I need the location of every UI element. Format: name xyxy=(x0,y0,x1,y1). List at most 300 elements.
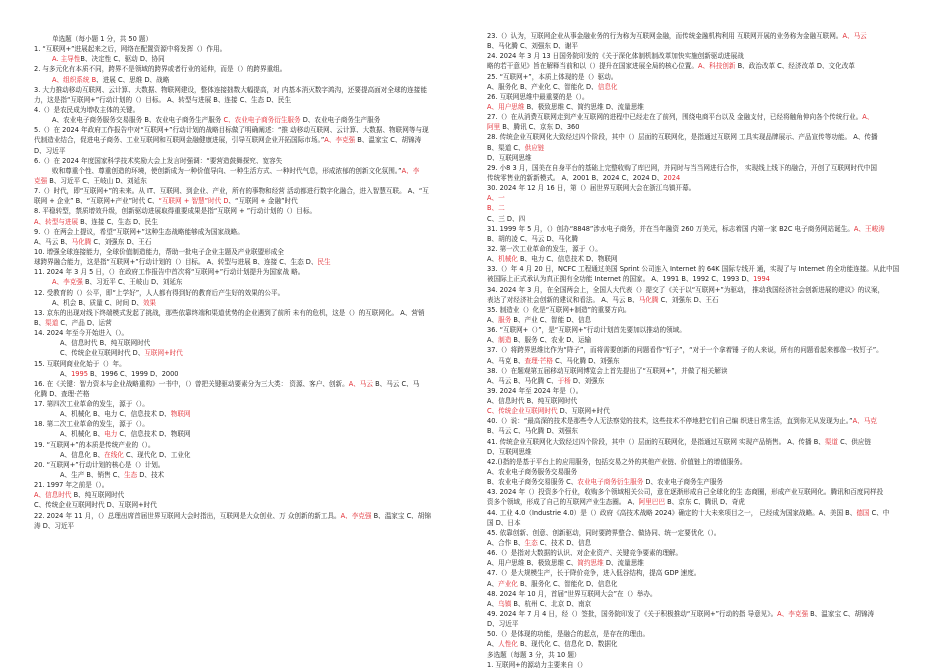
text-line xyxy=(34,125,462,135)
text-line xyxy=(487,538,917,548)
text-line xyxy=(487,518,917,528)
text-run: B、温家宝 C、胡锦涛 xyxy=(808,610,875,619)
text-line xyxy=(34,318,462,328)
answer-highlight: 阿里巴巴 xyxy=(638,498,666,507)
answer-highlight: 克强 xyxy=(34,176,48,185)
text-run: C、信息技术 D、物联网 xyxy=(117,430,191,439)
text-run: 8. 平稳转型，禁质增效升级，创新驱动进展取得重要成果是指“互联网 + ”行动计划的（）目标。 xyxy=(34,207,317,216)
text-run: B、马化腾 C、刘强东 D、谢平 xyxy=(487,42,578,51)
text-run: 联网 + 企业” B、“互联网+产业”时代 C、 xyxy=(34,197,159,206)
text-line xyxy=(487,173,917,183)
text-line xyxy=(34,237,462,247)
text-run: 6.（）在 2024 年度国家科学技术奖励大会上发言时强调：“要营造鼓舞探究、宽容失 xyxy=(34,156,283,165)
text-run: B、习近平 C、王岐山 D、刘延东 xyxy=(47,176,147,185)
text-run: B、杭州 C、北京 D、南京 xyxy=(511,599,592,608)
text-run: C、产品 D、运营 xyxy=(58,318,112,327)
text-run: B、纯互联网时代 xyxy=(71,491,125,500)
text-line xyxy=(487,203,917,213)
answer-highlight: 在线化 xyxy=(104,450,124,459)
answer-highlight: 信息化 xyxy=(597,82,618,91)
text-line xyxy=(487,153,917,163)
text-line xyxy=(34,348,462,358)
text-run: 、“互联网 + 金融”时代 xyxy=(228,197,298,206)
text-run: 3. 大力推动移动互联网、云计算、大数据、物联网建设，整体连接拙数大幅提高，对 内基本消灭数字鸿沟，还要提高面对全球的连接能 xyxy=(34,85,427,94)
text-line xyxy=(487,579,917,589)
text-line xyxy=(487,508,917,518)
text-run: 38.（）在题观第五届移动互联网博览会上首先提出了“互联网+”，并做了相关解读 xyxy=(487,366,728,375)
text-run: B、极致思维 C、简约思维 D、流量思维 xyxy=(524,102,644,111)
text-line xyxy=(34,64,462,74)
text-run: 39. 2024 年至 2024 年是（）。 xyxy=(487,386,583,395)
text-run: 12. 受教育的（）公平，即“上学好”，人人都有得到好的教育后产生好的效果的公平。 xyxy=(34,288,285,297)
answer-highlight: “互联网 + 智慧”时代 D xyxy=(158,197,229,206)
text-line xyxy=(34,480,462,490)
text-run: 48. 2024 年 10 月，首届“世界互联网大会”在（）举办。 xyxy=(487,589,657,598)
text-run: 涛 D、习近平 xyxy=(34,521,75,530)
text-line xyxy=(487,589,917,599)
text-run: D、互联网+时代 xyxy=(557,407,610,416)
text-run: 22. 2024 年 11 月，（）总理出席首届世界互联网大会时指出，互联网是大众创业、万 众创新的新工具。 xyxy=(34,511,341,520)
text-line xyxy=(34,85,462,95)
text-line xyxy=(487,183,917,193)
answer-highlight: 供应链 xyxy=(524,143,545,152)
text-line xyxy=(487,650,917,660)
answer-highlight: C、传统企业互联网时代 xyxy=(487,407,558,416)
text-run: 资多个领域，形成了自己的互联网产业生态圈。 A、 xyxy=(487,498,639,507)
text-run: 23.（）认为，互联网企业从事金融业务的行为称为互联网金融，而传统金融机构利用 互联网开展的业务称为金融互联网。 xyxy=(487,32,843,40)
text-line xyxy=(487,214,917,224)
text-run: C、马化腾 D、刘强东 xyxy=(553,356,620,365)
text-run: 1. “互联网+”进展起来之后，网络在配置资源中将发挥（）作用。 xyxy=(34,45,227,54)
text-line xyxy=(34,359,462,369)
text-line xyxy=(34,166,462,176)
text-line xyxy=(487,376,917,386)
text-run: A、 xyxy=(60,369,72,378)
answer-highlight: 马化腾 xyxy=(71,237,92,246)
text-run: 7.（）时代，即“互联网+”的未来。从 IT、互联网、到企业、产业，所有的事物和经营 活动都进行数字化融合，进入智慧互联。 A、“互 xyxy=(34,187,429,196)
answer-highlight: 互联网+时代 xyxy=(144,349,183,358)
text-line xyxy=(487,254,917,264)
text-run: B、胡的凌 C、马云 D、马化腾 xyxy=(487,234,578,243)
text-run: 11. 2024 年 3 月 5 日，（）在政府工作报告中首次将“互联网+”行动计划提升为国家战 略。 xyxy=(34,268,305,277)
text-line xyxy=(487,193,917,203)
text-line xyxy=(34,511,462,521)
text-line xyxy=(34,115,462,125)
text-run: B、决定性 C、驱动 D、协同 xyxy=(80,55,165,64)
answer-highlight: A、组织系统 B xyxy=(52,75,97,84)
answer-highlight: 效果 xyxy=(142,298,157,307)
text-run: 20. “互联网+”行动计划的核心是（）计划。 xyxy=(34,460,165,469)
text-line xyxy=(487,132,917,142)
text-line xyxy=(34,267,462,277)
text-line xyxy=(487,72,917,82)
answer-highlight: 于杨 xyxy=(557,376,571,385)
text-line xyxy=(34,146,462,156)
text-run: B、习近平 C、王岐山 D、刘延东 xyxy=(82,278,183,287)
text-line xyxy=(487,639,917,649)
answer-highlight: 渠道 xyxy=(45,318,59,327)
text-line xyxy=(34,308,462,318)
text-line xyxy=(487,477,917,487)
left-column xyxy=(34,34,462,531)
text-line xyxy=(487,315,917,325)
text-run: 2. 与多元化有本质不同，跨界不是领域的跨界或者行业的延伸，而是（）的跨界重组。 xyxy=(34,65,287,74)
text-run: A、马云 B、马化腾 C、 xyxy=(487,376,558,385)
text-run: 34. 2024 年 3 月，在全国两会上，全国人大代表（）提交了《关于以“互联网+”为驱动， 推动我国经济社会创新进展的建议》的议案， xyxy=(487,285,885,294)
text-run: 24. 2024 年 3 月 13 日国务院印发的《关于深化体制机制改革加快实施创新驱动进展战 xyxy=(487,52,744,61)
text-run: A、机械化 B、电力 C、信息技术 D、 xyxy=(60,410,171,419)
text-line xyxy=(487,568,917,578)
text-run: 28. 传统企业互联网化大致经过四个阶段，其中（）层面的互联网化，是指通过互联网 工具实现品牌展示、产品宣传等功能。 A、传播 xyxy=(487,133,878,142)
text-line xyxy=(487,416,917,426)
text-run: 41. 传统企业互联网化大致经过四个阶段，其中（）层面的互联网化，是指通过互联网 实现产品销售。 A、传播 B、 xyxy=(487,437,825,446)
text-run: B、服务化 C、智能化 D、信息化 xyxy=(517,579,618,588)
text-run: 多选题（每题 3 分，共 10 题） xyxy=(487,650,581,659)
text-run: B、 xyxy=(34,318,46,327)
text-run: 42.()指的是基于平台上的应用服务，包括交易之外的其他产业链、价值链上的增值服务。 xyxy=(487,457,747,466)
text-line xyxy=(34,389,462,399)
text-line xyxy=(487,660,917,670)
text-line xyxy=(487,447,917,457)
text-line xyxy=(487,92,917,102)
text-run: B、产业 C、智能 D、信息 xyxy=(511,315,592,324)
text-run: 40.（）说：“最高深的技术是那些令人无法察觉的技术，这些技术不停地把它们自己编 织进日常生活，直到你无从发现为止。” xyxy=(487,417,853,426)
text-run: B、现代化 C、信息化 D、数据化 xyxy=(517,640,618,649)
text-run: A、农业电子商务服务交易服务 B、农业电子商务生产服务 xyxy=(52,116,224,125)
answer-highlight: 生态 xyxy=(124,471,138,480)
text-run: C、技术 D、信息 xyxy=(537,539,592,548)
text-run: A、马云 B、 xyxy=(34,237,72,246)
answer-highlight: A、一 xyxy=(487,194,505,203)
text-line xyxy=(487,112,917,122)
answer-highlight: 查理·芒格 xyxy=(524,356,553,365)
text-line xyxy=(487,31,917,41)
text-line xyxy=(487,143,917,153)
text-run: B、渠道 C、 xyxy=(487,143,525,152)
text-run: A、用户思维 B、极致思维 C、 xyxy=(487,559,578,568)
text-run: 1. 互联网+的源动力主要来自（） xyxy=(487,660,587,669)
text-line xyxy=(34,196,462,206)
text-run: C、现代化 D、工业化 xyxy=(123,450,191,459)
text-run: A、农业电子商务服务交易服务 xyxy=(487,468,578,477)
text-run: 力，这是指“互联网+”行动计划的（）目标。 A、转型与进展 B、连接 C、生态 D、民生 xyxy=(34,95,292,104)
text-line xyxy=(34,298,462,308)
text-run: 29. 小8 3 月，国美在自身平台的基础上完整收购了库巴网，并同时与当当网进行合作， 实现线上线下的融合，开创了互联网时代中国 xyxy=(487,163,877,172)
text-run: 国 D、日本 xyxy=(487,518,521,527)
answer-highlight: 民生 xyxy=(317,258,331,267)
answer-highlight: 简约思维 xyxy=(577,559,604,568)
text-line xyxy=(34,95,462,105)
text-run: 49. 2024 年 7 月 4 日，经（）签批，国务院印发了《关于积极推动“互联网+”行动的指 导意见》。 xyxy=(487,610,778,619)
answer-highlight: 2024 xyxy=(663,173,681,182)
answer-highlight: C、农业电子商务衍生服务 xyxy=(223,116,301,125)
text-run: 败和尊重个性、尊重创造的环境，使创新成为一种价值导向、一种生活方式、一种时代气息，形成浓郁的创新文化氛围。” xyxy=(52,166,402,175)
text-line xyxy=(487,437,917,447)
text-run: B、农业电子商务交易服务 C、 xyxy=(487,478,578,487)
text-run: C、传统企业互联网时代 D、互联网+时代 xyxy=(34,501,157,510)
text-line xyxy=(34,176,462,186)
text-line xyxy=(34,44,462,54)
text-run: 13. 京东的出现对线下终端模式发起了挑战，那些依靠终端和渠道优势的企业遇到了前所 未有的危机，这是（）的互联网化。 A、营销 xyxy=(34,308,425,317)
text-run: A、生产 B、销售 C、 xyxy=(60,471,124,480)
text-run: D、互联网思维 xyxy=(487,153,532,162)
text-run: 44. 工业 4.0（Industrie 4.0）是（）政府《高技术战略 2024》确定的十大未来项目之一， 已经成为国家战略。A、美国 B、 xyxy=(487,508,857,517)
text-run: 9.（）在两会上提议，希望“互联网+”这种生态战略能够成为国家战略。 xyxy=(34,227,244,236)
answer-highlight: A、王峻涛 xyxy=(853,224,885,233)
text-line xyxy=(34,440,462,450)
text-run: D、农业电子商务生产服务 xyxy=(643,478,724,487)
text-line xyxy=(487,528,917,538)
answer-highlight: A、 xyxy=(862,113,874,122)
text-run: 30. 2024 年 12 月 16 日，第（）届世界互联网大会在浙江乌镇开幕。 xyxy=(487,184,696,193)
text-line xyxy=(487,599,917,609)
answer-highlight: 乌镇 xyxy=(498,599,512,608)
answer-highlight: 产业化 xyxy=(498,579,518,588)
text-line xyxy=(487,487,917,497)
text-run: 18. 第二次工业革命的发生，源于（）。 xyxy=(34,420,149,429)
answer-highlight: 生态 xyxy=(524,539,538,548)
text-run: D、技术 xyxy=(137,471,165,480)
text-run: B、京东 C、腾讯 D、奇虎 xyxy=(665,498,745,507)
text-run: D、互联网思维 xyxy=(487,447,532,456)
text-run: D、流量思维 xyxy=(603,559,644,568)
text-run: 17. 第四次工业革命的发生，源于（）。 xyxy=(34,400,149,409)
text-line xyxy=(34,409,462,419)
text-line xyxy=(34,490,462,500)
text-run: B、温家宝 C、胡锦涛 xyxy=(355,136,422,145)
text-line xyxy=(34,156,462,166)
text-line xyxy=(487,305,917,315)
text-run: 、进展 C、思维 D、战略 xyxy=(96,75,170,84)
text-run: 表达了对经济社会创新的建议和看法。 A、马云 B、 xyxy=(487,295,639,304)
text-line xyxy=(487,558,917,568)
answer-highlight: A、马云 xyxy=(348,379,373,388)
text-line xyxy=(487,234,917,244)
text-run: D、农业电子商务生产服务 xyxy=(300,116,381,125)
text-run: 50.（）是体现的功能，是融合的起点，是存在的理由。 xyxy=(487,630,650,639)
text-line xyxy=(487,41,917,51)
answer-highlight: A、李克强 xyxy=(777,610,809,619)
text-line xyxy=(487,224,917,234)
answer-highlight: 机械化 xyxy=(498,255,518,264)
text-line xyxy=(34,227,462,237)
answer-highlight: 渠道 xyxy=(824,437,838,446)
text-line xyxy=(487,102,917,112)
text-run: 球跨界融合能力，这是指“互联网+”行动计划的（）目标。 A、转型与进展 B、连接 C、生态 D、 xyxy=(34,258,318,267)
text-line xyxy=(487,274,917,284)
text-line xyxy=(34,470,462,480)
answer-highlight: A、李克强 xyxy=(340,511,372,520)
answer-highlight: A、李克强 xyxy=(324,136,356,145)
text-run: 45. 依靠创新、创意、创新驱动，同时要跨界整合、做协同、统一定要优化（）。 xyxy=(487,528,721,537)
text-line xyxy=(487,61,917,71)
text-line xyxy=(487,244,917,254)
text-line xyxy=(487,457,917,467)
text-run: 21. 1997 年之前是（）。 xyxy=(34,481,109,490)
text-run: 10. 增强全球连接能力，全球价值制造能力，帮助一批电子企业主题及产业联盟形成全 xyxy=(34,247,284,256)
text-line xyxy=(34,338,462,348)
text-run: 15. 互联网商业化始于（）年。 xyxy=(34,359,126,368)
text-line xyxy=(487,356,917,366)
text-run: A、 xyxy=(487,599,499,608)
text-run: B、腾讯 C、京东 D、360 xyxy=(500,123,580,132)
text-run: A、 xyxy=(487,336,499,345)
text-line xyxy=(34,257,462,267)
answer-highlight: A、李克强 xyxy=(52,278,83,287)
text-line xyxy=(34,500,462,510)
text-line xyxy=(487,467,917,477)
text-run: C、刘强东 D、王石 xyxy=(658,295,719,304)
text-run: 37.（）将跨界思维比作为“降子”，而将需要创新的问题看作“钉子”，“对于一个拿着锤 子的人来说，所有的问题看起来都像一枚钉子”。 xyxy=(487,346,883,355)
text-run: A、马克 B、 xyxy=(487,356,525,365)
answer-highlight: 1994 xyxy=(753,275,770,284)
text-line xyxy=(34,521,462,531)
text-line xyxy=(34,75,462,85)
answer-highlight: A、马克 xyxy=(852,417,877,426)
text-run: D、习近平 xyxy=(487,620,519,629)
text-line xyxy=(34,54,462,64)
text-run: 单选题（每小题 1 分，共 50 题） xyxy=(52,35,153,43)
text-run: C、供应链 xyxy=(838,437,872,446)
answer-highlight: 马化腾 xyxy=(638,295,659,304)
text-run: 36. “互联网+（）”，是“互联网+”行动计划首先要加以推动的领域。 xyxy=(487,326,686,335)
text-run: 26. 互联网思维中最重要的是（）。 xyxy=(487,92,589,101)
text-run: B、1996 C、1999 D、2000 xyxy=(87,369,179,378)
text-run: A、 xyxy=(487,640,499,649)
text-run: C、三 D、四 xyxy=(487,214,526,223)
text-line xyxy=(34,105,462,115)
answer-highlight: A、李 xyxy=(401,166,420,175)
answer-highlight: A、马云 xyxy=(842,32,867,40)
text-line xyxy=(34,186,462,196)
text-run: 化腾 D、查理·芒格 xyxy=(34,389,90,398)
text-line xyxy=(487,406,917,416)
right-column xyxy=(487,31,917,670)
text-line xyxy=(34,34,462,44)
text-run: C、中 xyxy=(869,508,890,517)
text-run: A、合作 B、 xyxy=(487,539,525,548)
answer-highlight: 人性化 xyxy=(498,640,518,649)
text-run: 25. “互联网+”，本质上体现的是（）驱动。 xyxy=(487,72,618,81)
text-run: 传统零售业的新新模式。 A、2001 B、2024 C、2024 D、 xyxy=(487,173,664,182)
text-run: B、电力 C、信息技术 D、物联网 xyxy=(517,255,618,264)
answer-highlight: A、转型与进展 xyxy=(34,217,79,226)
text-run: A、信息化 B、 xyxy=(60,450,105,459)
answer-highlight: 制造 xyxy=(498,336,512,345)
text-line xyxy=(487,51,917,61)
text-line xyxy=(487,345,917,355)
text-line xyxy=(487,548,917,558)
text-line xyxy=(487,426,917,436)
text-line xyxy=(487,609,917,619)
text-line xyxy=(487,629,917,639)
text-run: 4.（）是农民成为增收主体的关键。 xyxy=(34,105,140,114)
text-line xyxy=(34,399,462,409)
text-run: 33.（）年 4 月 20 日，NCFC 工程通过美国 Sprint 公司连入 Internet 的 64K 国际专线开 通，实现了与 Internet 的全功能连接。从此中国 xyxy=(487,265,900,274)
text-line xyxy=(34,206,462,216)
text-run: D、刘强东 xyxy=(570,376,605,385)
text-line xyxy=(487,325,917,335)
text-line xyxy=(487,497,917,507)
text-run: A、 xyxy=(487,255,499,264)
text-run: B、连接 C、生态 D、民生 xyxy=(78,217,158,226)
text-run: B、服务 C、农业 D、运输 xyxy=(511,336,592,345)
text-run: A、 xyxy=(487,315,499,324)
text-run: 43. 2024 年（）投资多个行业，收购多个领域相关公司，意在逐渐形成自己全球化的生 态商圈，形成产业互联网化。腾讯和百度同样投 xyxy=(487,488,884,497)
text-line xyxy=(34,217,462,227)
text-line xyxy=(34,328,462,338)
text-line xyxy=(487,163,917,173)
text-run: C、刘强东 D、王石 xyxy=(91,237,152,246)
text-line xyxy=(487,335,917,345)
text-run: 32. 第一次工业革命的发生，源于（）。 xyxy=(487,244,602,253)
answer-highlight: A、信息时代 xyxy=(34,491,72,500)
text-line xyxy=(34,135,462,145)
text-run: 31. 1999 年 5 月，（）创办“8848”涉水电子商务，并在当年融资 260 万美元，标志着国 内第一家 B2C 电子商务网站诞生。 xyxy=(487,224,854,233)
text-line xyxy=(34,277,462,287)
answer-highlight: 阿里 xyxy=(487,123,501,132)
text-line xyxy=(487,295,917,305)
answer-highlight: A. 主导性 xyxy=(52,55,81,64)
text-run: A、服务化 B、产业化 C、智能化 D、 xyxy=(487,82,598,91)
text-line xyxy=(34,460,462,470)
text-line xyxy=(34,429,462,439)
text-run: 19. “互联网+”的本质是传统产业的（）。 xyxy=(34,440,155,449)
text-line xyxy=(487,396,917,406)
text-run: 47.（）是大规模生产，长于降价竞争，进入低谷结构，提高 GDP 速度。 xyxy=(487,569,701,578)
text-run: 35. 制造业（）化是“互联网+制造”的重要方向。 xyxy=(487,305,631,314)
text-line xyxy=(487,619,917,629)
text-line xyxy=(34,450,462,460)
text-line xyxy=(487,82,917,92)
text-line xyxy=(487,122,917,132)
text-run: A、信息时代 B、纯互联网时代 xyxy=(487,397,578,406)
answer-highlight: 电力 xyxy=(104,430,118,439)
text-run: 14. 2024 年至今开始进入（）。 xyxy=(34,329,129,338)
text-line xyxy=(34,288,462,298)
text-line xyxy=(487,386,917,396)
answer-highlight: B、二 xyxy=(487,204,505,213)
text-run: C、传统企业互联网时代 D、 xyxy=(60,349,145,358)
text-run: 27.（）在从消费互联网走到产业互联网的进程中已经走在了前列，围绕电商平台以及 金融支付，已经将触角伸向各个传统行业。 xyxy=(487,113,863,122)
text-run: B、马云 C、马 xyxy=(373,379,420,388)
text-run: 16. 在《关键：智力资本与企业战略重构》一书中，（）曾把关键驱动要素分为三大类： 资源、客户、创新。 xyxy=(34,379,349,388)
text-run: A、机会 B、质量 C、时间 D、 xyxy=(52,298,143,307)
answer-highlight: 农业电子商务衍生服务 xyxy=(577,478,644,487)
text-line xyxy=(34,369,462,379)
answer-highlight: A、用户思维 xyxy=(487,102,525,111)
answer-highlight: 服务 xyxy=(498,315,512,324)
text-run: 代制造业结合，促进电子商务、工业互联网和互联网金融健康进展，引导互联网企业开拓国际市场。” xyxy=(34,136,325,145)
text-run: 46.（）是指对大数据的认识、对企业资产、关键竞争要素的理解。 xyxy=(487,549,683,558)
answer-highlight: 物联网 xyxy=(170,410,191,419)
text-run: A、信息时代 B、纯互联网时代 xyxy=(60,339,151,348)
text-run: B、温家宝 C、胡锦 xyxy=(371,511,431,520)
text-run: 5.（）在 2024 年政府工作报告中对“互联网+”行动计划的战略目标做了明确阐述：“推 动移动互联网、云计算、大数据、物联网等与现 xyxy=(34,126,429,135)
text-run: D、习近平 xyxy=(34,146,66,155)
text-run: 被国际上正式承认为真正拥有全功能 Internet 的国家。 A、1991 B、1992 C、1993 D、 xyxy=(487,275,754,284)
text-run: A、 xyxy=(487,579,499,588)
text-run: B、马云 C、马化腾 D、刘强东 xyxy=(487,427,578,436)
answer-highlight: A、科技创新 xyxy=(698,62,736,71)
text-line xyxy=(487,366,917,376)
text-run: B、政治改革 C、经济改革 D、文化改革 xyxy=(735,62,855,71)
text-line xyxy=(487,264,917,274)
text-line xyxy=(34,247,462,257)
answer-highlight: 德国 xyxy=(856,508,870,517)
text-line xyxy=(34,379,462,389)
answer-highlight: 1995 xyxy=(71,369,88,378)
